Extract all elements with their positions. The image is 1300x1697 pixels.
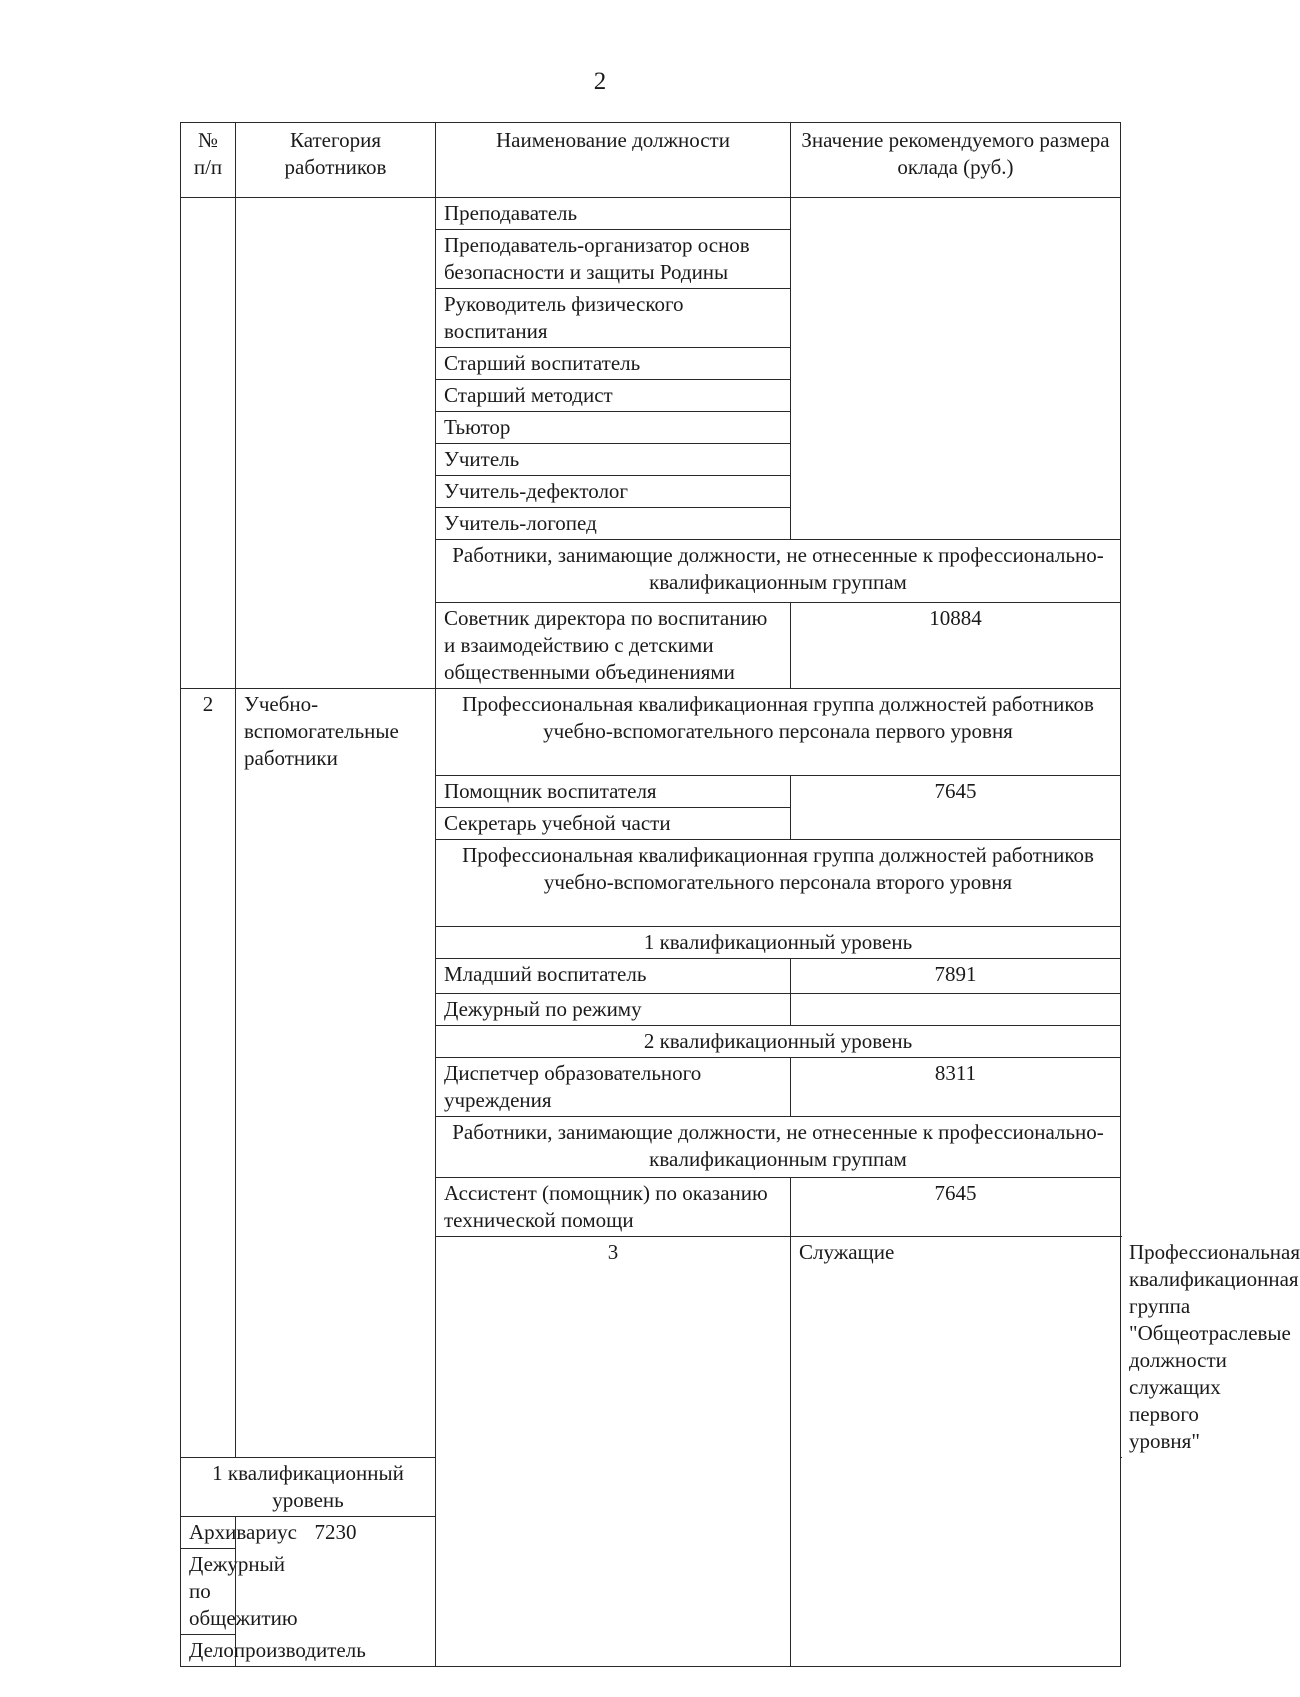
position-cell: Руководитель физического воспитания bbox=[436, 289, 791, 348]
level-heading: 2 квалификационный уровень bbox=[436, 1026, 1121, 1058]
table-row: 3 Служащие Профессиональная квалификационная группа "Общеотраслевые должности служащих первого уровня" bbox=[181, 1237, 1121, 1458]
position-cell: Диспетчер образовательного учреждения bbox=[436, 1058, 791, 1117]
position-cell: Преподаватель-организатор основ безопасности и защиты Родины bbox=[436, 230, 791, 289]
section3-num-cell: 3 bbox=[436, 1237, 791, 1667]
table-row bbox=[181, 198, 1121, 230]
position-cell: Дежурный по общежитию bbox=[181, 1549, 236, 1635]
value-cell: 7645 bbox=[791, 1178, 1121, 1237]
position-cell: Учитель bbox=[436, 444, 791, 476]
position-cell: Тьютор bbox=[436, 412, 791, 444]
section2-category-cell: Учебно-вспомогательные работники bbox=[236, 689, 436, 1458]
level-heading: 1 квалификационный уровень bbox=[181, 1458, 436, 1517]
position-cell: Помощник воспитателя bbox=[436, 776, 791, 808]
position-cell: Учитель-логопед bbox=[436, 508, 791, 540]
value-cell: 7230 bbox=[236, 1517, 436, 1667]
position-cell: Делопроизводитель bbox=[181, 1635, 236, 1667]
header-position: Наименование должности bbox=[436, 123, 791, 198]
level-heading: 1 квалификационный уровень bbox=[436, 927, 1121, 959]
section3-category-cell: Служащие bbox=[791, 1237, 1121, 1667]
position-cell: Ассистент (помощник) по оказанию технической помощи bbox=[436, 1178, 791, 1237]
page-number: 2 bbox=[593, 68, 607, 95]
section1-num-cell bbox=[181, 198, 236, 689]
value-cell-empty bbox=[791, 994, 1121, 1026]
group-heading: Работники, занимающие должности, не отнесенные к профессионально-квалификационным группам bbox=[436, 1117, 1121, 1178]
table-header-row bbox=[181, 123, 1121, 198]
position-cell: Секретарь учебной части bbox=[436, 808, 791, 840]
value-cell: 7645 bbox=[791, 776, 1121, 840]
position-cell: Дежурный по режиму bbox=[436, 994, 791, 1026]
header-num: № п/п bbox=[181, 123, 236, 198]
header-category: Категория работников bbox=[236, 123, 436, 198]
header-value: Значение рекомендуемого размера оклада (руб.) bbox=[791, 123, 1121, 198]
section2-num-cell: 2 bbox=[181, 689, 236, 1458]
value-cell: 8311 bbox=[791, 1058, 1121, 1117]
group-heading: Профессиональная квалификационная группа должностей работников учебно-вспомогательного персонала первого уровня bbox=[436, 689, 1121, 776]
position-cell: Старший методист bbox=[436, 380, 791, 412]
position-cell: Старший воспитатель bbox=[436, 348, 791, 380]
section1-category-cell bbox=[236, 198, 436, 689]
position-cell: Архивариус bbox=[181, 1517, 236, 1549]
section1-value-cell bbox=[791, 198, 1121, 540]
position-cell: Младший воспитатель bbox=[436, 959, 791, 994]
table-row bbox=[181, 689, 1121, 776]
group-heading: Профессиональная квалификационная группа должностей работников учебно-вспомогательного персонала второго уровня bbox=[436, 840, 1121, 927]
value-cell: 7891 bbox=[791, 959, 1121, 994]
position-cell: Советник директора по воспитанию и взаимодействию с детскими общественными объединениями bbox=[436, 603, 791, 689]
position-cell: Преподаватель bbox=[436, 198, 791, 230]
salary-table bbox=[180, 122, 1300, 1667]
group-heading: Работники, занимающие должности, не отнесенные к профессионально-квалификационным группам bbox=[436, 540, 1121, 603]
position-cell: Учитель-дефектолог bbox=[436, 476, 791, 508]
value-cell: 10884 bbox=[791, 603, 1121, 689]
